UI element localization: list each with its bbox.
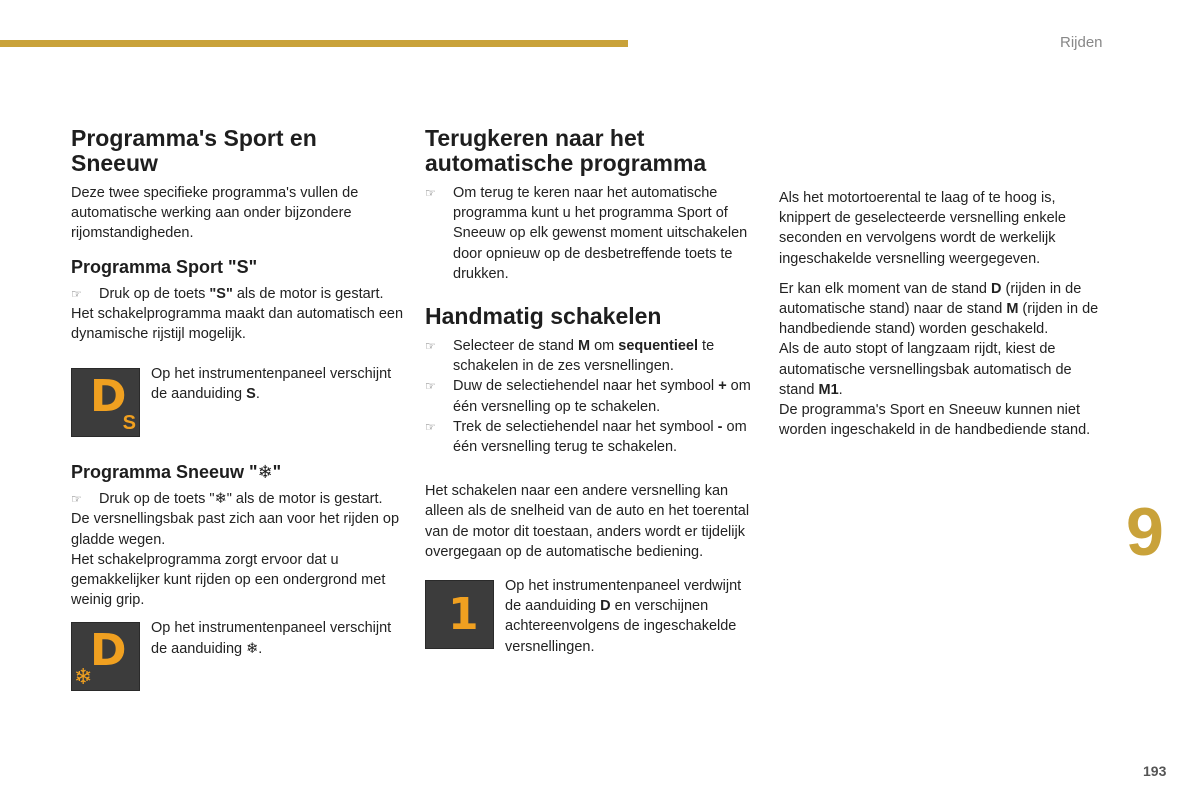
bold-text: M bbox=[577, 338, 591, 355]
chapter-number: 9 bbox=[1126, 494, 1164, 570]
caption-bold: S bbox=[246, 386, 256, 403]
note-text: (rijden in de handbediende stand) worden geschakeld. bbox=[779, 301, 1099, 338]
bullet-text: Duw de selectiehendel naar het symbool bbox=[453, 378, 719, 395]
pointer-icon: ☞ bbox=[425, 186, 436, 200]
caption-text: en verschijnen achtereenvolgens de ingeschakelde versnellingen. bbox=[505, 598, 737, 655]
gear-indicator: 1 bbox=[448, 589, 479, 641]
bold-text: sequentieel bbox=[618, 338, 699, 355]
sport-caption bbox=[151, 364, 406, 404]
note-stop bbox=[779, 339, 1109, 400]
column-sport-snow bbox=[71, 126, 406, 691]
sport-indicator: S bbox=[122, 412, 136, 435]
return-title: Terugkeren naar het automatische programma bbox=[425, 125, 707, 176]
bold-text: M1 bbox=[818, 381, 839, 398]
page-number: 193 bbox=[1143, 763, 1167, 779]
manual-bullet-2 bbox=[425, 376, 755, 416]
caption-text: . bbox=[255, 386, 260, 403]
bullet-text: Om terug te keren naar het automatische programma kunt u het programma Sport of Sneeuw op elk gewenst moment uitschakelen door opnieuw op de desbetreffende toets te drukken. bbox=[453, 185, 748, 282]
note-rpm: Als het motortoerental te laag of te hoog is, knippert de geselecteerde versnelling enkele seconden en vervolgens wordt de werkelijk ingeschakelde versnelling weergegeven. bbox=[779, 190, 1066, 267]
manual-title: Handmatig schakelen bbox=[425, 303, 662, 330]
sport-snow-intro: Deze twee specifieke programma's vullen de automatische werking aan onder bijzondere rijomstandigheden. bbox=[71, 185, 359, 242]
note-text: Er kan elk moment van de stand bbox=[779, 280, 991, 297]
gear-indicator: D bbox=[90, 371, 127, 423]
sport-key-label: "S" bbox=[209, 285, 233, 302]
bold-text: + bbox=[718, 378, 727, 395]
sport-snow-title: Programma's Sport en Sneeuw bbox=[71, 125, 317, 176]
snow-heading: Programma Sneeuw "❄" bbox=[71, 462, 282, 483]
bullet-text: Selecteer de stand bbox=[453, 338, 578, 355]
pointer-icon: ☞ bbox=[71, 492, 82, 507]
bullet-text: als de motor is gestart. bbox=[232, 285, 384, 302]
note-text: . bbox=[838, 381, 843, 398]
bullet-text: om bbox=[590, 338, 619, 355]
note-text: Als de auto stopt of langzaam rijdt, kiest de automatische versnellingsbak automatisch de stand bbox=[779, 341, 1072, 398]
bullet-text: om één versnelling terug te schakelen. bbox=[453, 418, 747, 456]
column-notes bbox=[779, 188, 1109, 440]
note-programs: De programma's Sport en Sneeuw kunnen niet worden ingeschakeld in de handbediende stand. bbox=[779, 402, 1091, 439]
bullet-text: Druk op de toets bbox=[99, 285, 210, 302]
snow-text-1: De versnellingsbak past zich aan voor het rijden op gladde wegen. bbox=[71, 511, 400, 548]
snow-caption: Op het instrumentenpaneel verschijnt de aanduiding ❄. bbox=[151, 620, 392, 657]
instrument-panel-snow bbox=[71, 622, 140, 691]
instrument-panel-sport bbox=[71, 368, 140, 437]
pointer-icon: ☞ bbox=[425, 339, 436, 354]
gear-figure bbox=[425, 580, 755, 657]
manual-paragraph: Het schakelen naar een andere versnelling kan alleen als de snelheid van de auto en het toerental van de motor dit toestaan, anders wordt er tijdelijk overgegaan op de automatische bediening. bbox=[425, 483, 750, 560]
bold-text: D bbox=[990, 280, 1002, 297]
header-accent-bar bbox=[0, 40, 628, 47]
note-text: (rijden in de automatische stand) naar de stand bbox=[779, 280, 1082, 318]
sport-text: Het schakelprogramma maakt dan automatisch een dynamische rijstijl mogelijk. bbox=[71, 305, 404, 343]
pointer-icon: ☞ bbox=[425, 419, 436, 434]
bullet-text: om één versnelling op te schakelen. bbox=[453, 378, 751, 415]
column-manual bbox=[425, 126, 755, 657]
bullet-text: Trek de selectiehendel naar het symbool bbox=[453, 418, 718, 435]
snow-figure bbox=[71, 622, 406, 691]
snow-bullet bbox=[71, 489, 406, 509]
manual-bullet-3 bbox=[425, 417, 755, 457]
pointer-icon: ☞ bbox=[425, 379, 436, 394]
bold-text: - bbox=[717, 418, 723, 435]
gear-caption bbox=[505, 576, 755, 657]
caption-text: Op het instrumentenpaneel verdwijnt de aanduiding bbox=[505, 578, 742, 615]
snow-text-2: Het schakelprogramma zorgt ervoor dat u gemakkelijker kunt rijden op een ondergrond met weinig grip. bbox=[71, 551, 386, 609]
bullet-text: Druk op de toets "❄" als de motor is gestart. bbox=[99, 491, 383, 508]
sport-figure bbox=[71, 368, 406, 437]
note-switch bbox=[779, 279, 1109, 340]
sport-bullet bbox=[71, 284, 406, 304]
bold-text: M bbox=[1006, 301, 1019, 318]
manual-bullet-1 bbox=[425, 336, 755, 376]
caption-bold: D bbox=[600, 598, 611, 615]
snowflake-icon: ❄ bbox=[74, 664, 93, 690]
caption-text: Op het instrumentenpaneel verschijnt de aanduiding bbox=[151, 366, 392, 403]
return-bullet bbox=[425, 183, 755, 284]
section-name: Rijden bbox=[1060, 34, 1103, 51]
bullet-text: te schakelen in de zes versnellingen. bbox=[453, 338, 715, 375]
sport-heading: Programma Sport "S" bbox=[71, 256, 258, 277]
instrument-panel-gear bbox=[425, 580, 494, 649]
gear-indicator: D bbox=[90, 625, 127, 677]
pointer-icon: ☞ bbox=[71, 286, 82, 301]
